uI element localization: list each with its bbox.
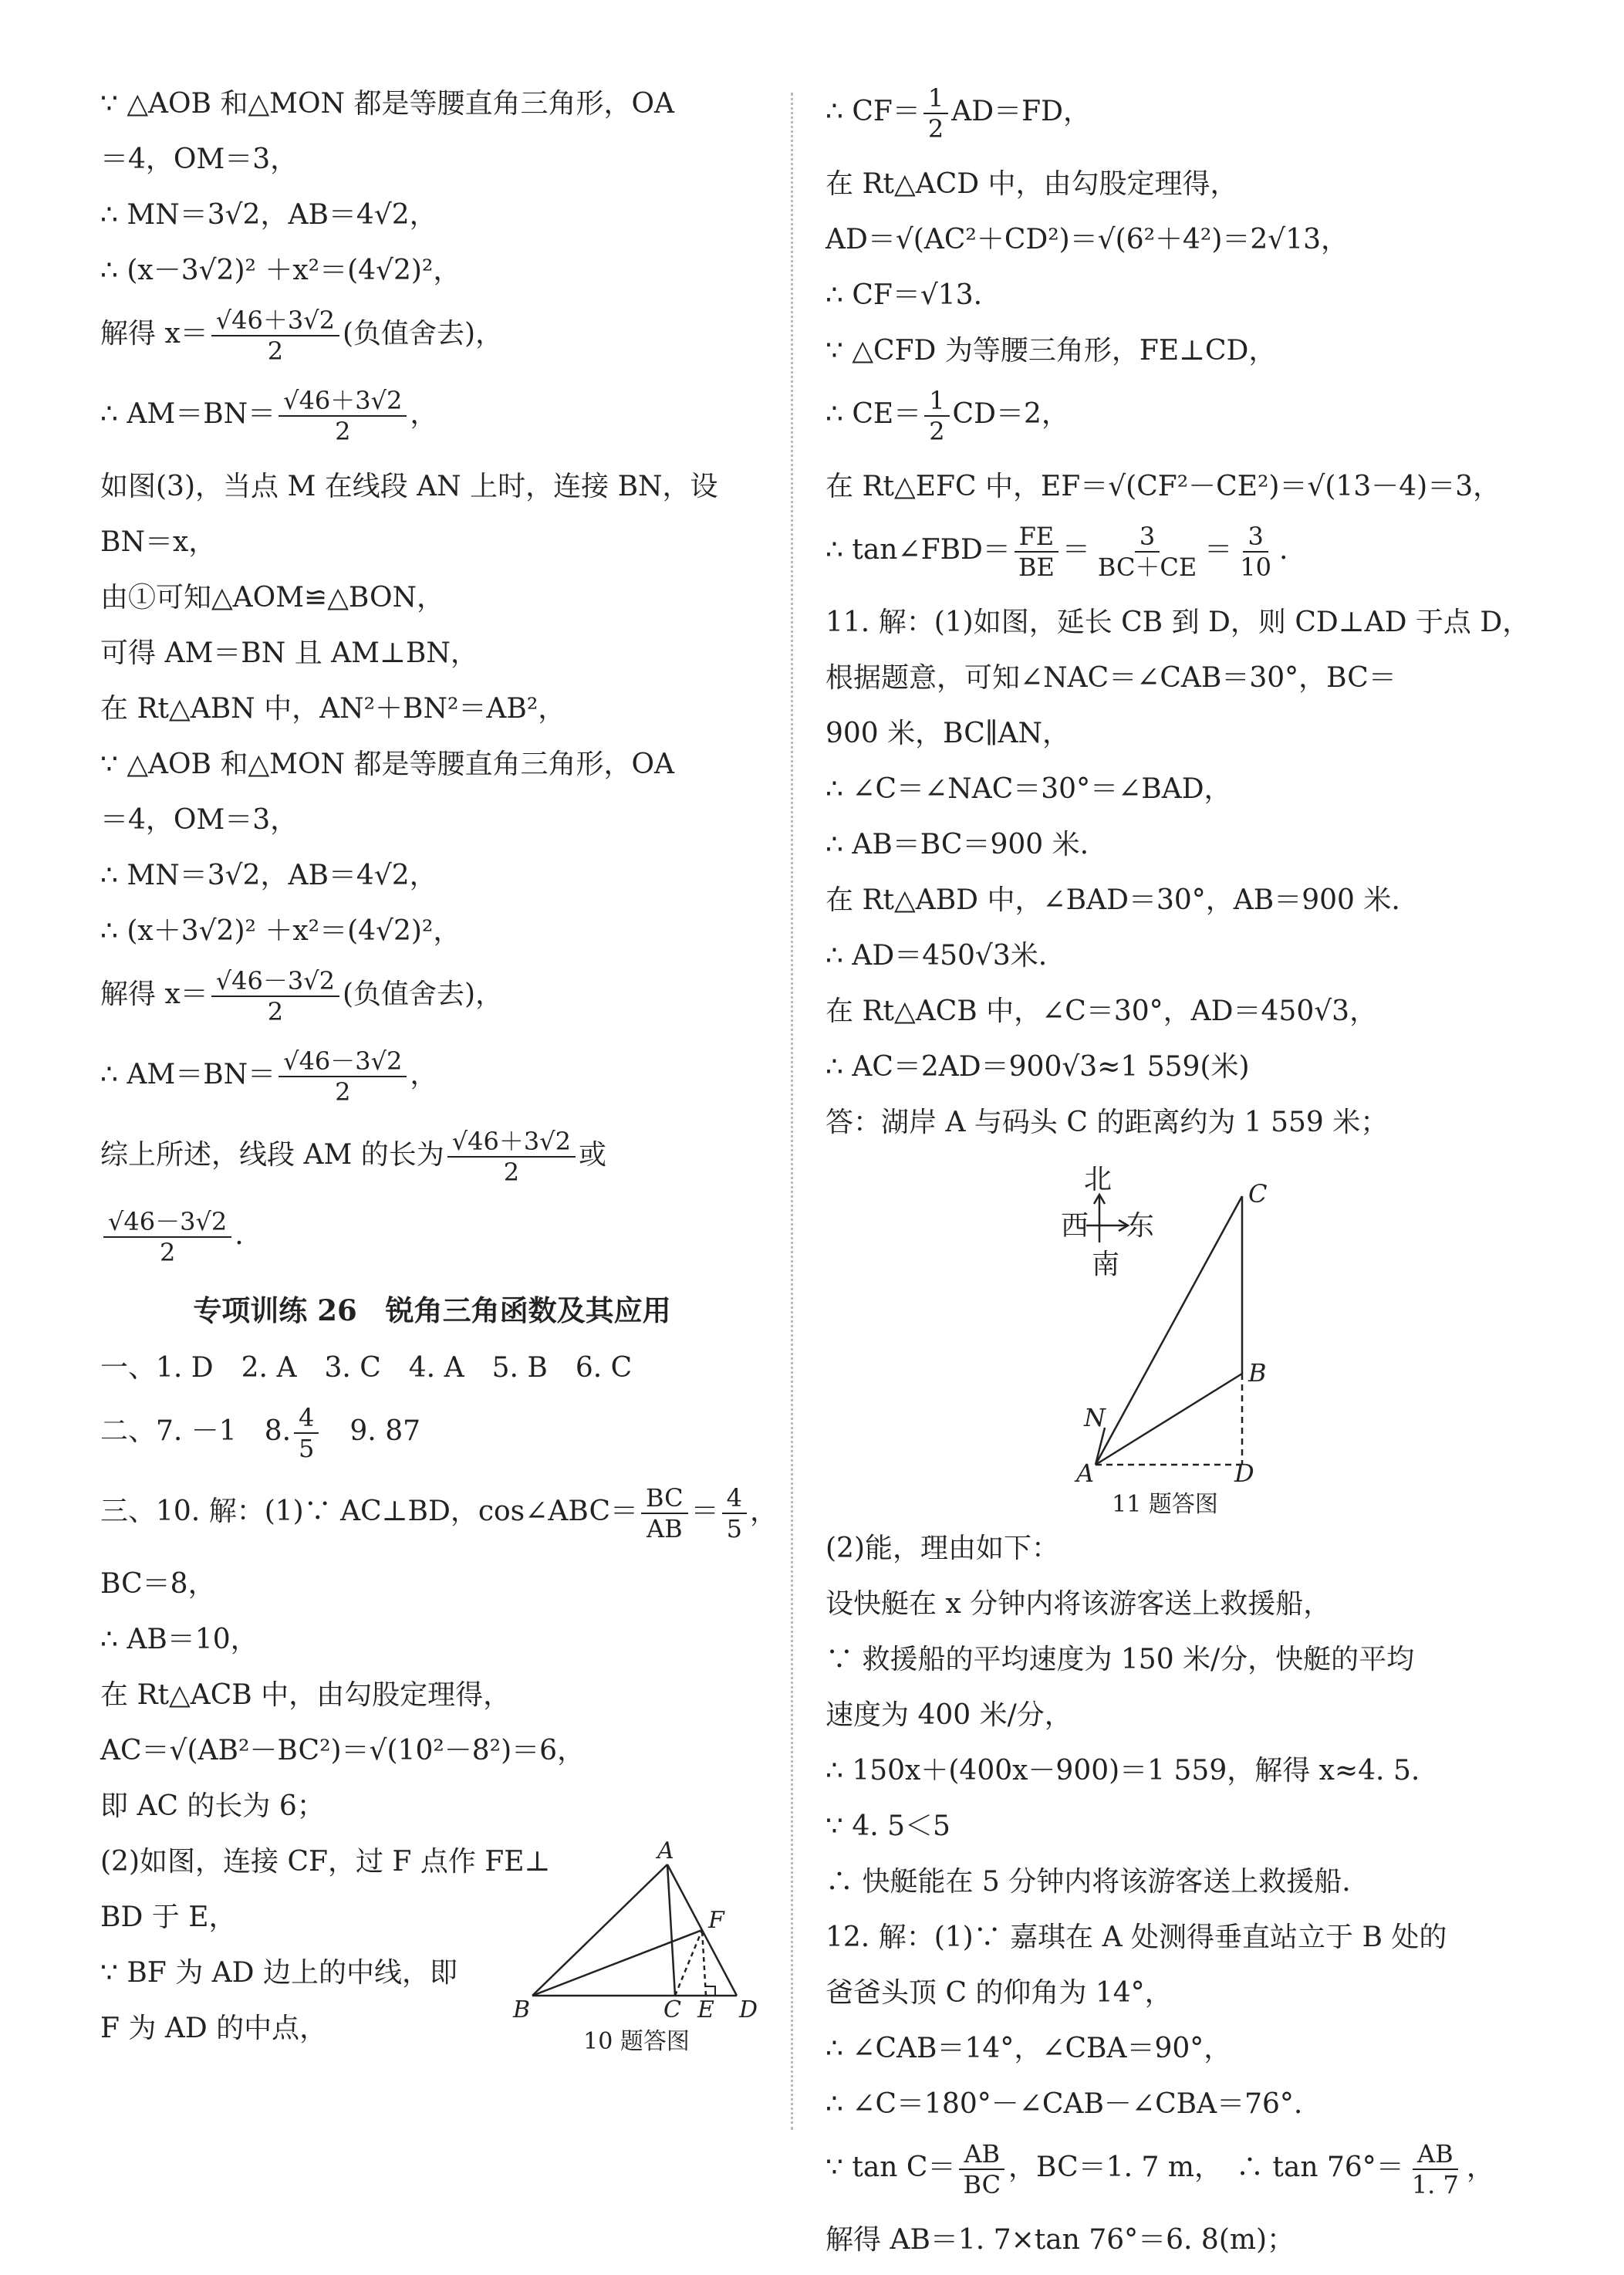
text-line [100, 306, 764, 366]
text-line: ∴ CF＝√13. [826, 279, 983, 311]
text-line: ∴ 150x＋(400x－900)＝1 559，解得 x≈4. 5. [826, 1755, 1420, 1787]
section-title: 专项训练 26 锐角三角函数及其应用 [193, 1293, 671, 1327]
numerator: √46＋3√2 [279, 386, 407, 417]
compass-north: 北 [1084, 1164, 1112, 1195]
text-line: ∴ 快艇能在 5 分钟内将该游客送上救援船. [826, 1866, 1351, 1898]
label-B: B [513, 1996, 531, 2019]
text-line: ∵ △CFD 为等腰三角形，FE⊥CD， [826, 335, 1277, 367]
figure-11 [826, 1158, 1520, 1520]
denominator: 2 [159, 1238, 176, 1267]
text-line: 解得 AB＝1. 7×tan 76°＝6. 8(m)； [826, 2224, 1295, 2256]
text-line [100, 1483, 778, 1543]
numerator: 3 [1243, 522, 1268, 553]
text-line [100, 1046, 764, 1107]
text: ∵ tan C＝ [826, 2152, 956, 2183]
fraction [279, 386, 407, 446]
text: 或 [578, 1139, 606, 1171]
fraction [279, 1046, 407, 1107]
text-line: ∴ ∠C＝∠NAC＝30°＝∠BAD， [826, 773, 1232, 805]
text-line: AD＝√(AC²＋CD²)＝√(6²＋4²)＝2√13， [826, 224, 1349, 255]
text-line: 答：湖岸 A 与码头 C 的距离约为 1 559 米； [826, 1107, 1389, 1138]
fraction [1235, 522, 1276, 582]
denominator: 2 [503, 1158, 520, 1187]
text-line: ∴ MN＝3√2，AB＝4√2， [100, 860, 437, 891]
text-line: 在 Rt△ACB 中，∠C＝30°，AD＝450√3， [826, 996, 1378, 1027]
text: ＝ [1204, 534, 1233, 566]
denominator: 2 [335, 417, 351, 446]
numerator: 4 [722, 1483, 747, 1514]
label-A: A [657, 1841, 674, 1864]
text: CD＝2， [952, 398, 1069, 430]
figure-caption: 10 题答图 [583, 2028, 690, 2055]
denominator: 2 [927, 114, 944, 144]
fraction [211, 306, 339, 366]
numerator: 4 [294, 1403, 319, 1434]
fraction [1014, 522, 1059, 582]
text-line: ∴ (x－3√2)² ＋x²＝(4√2)²， [100, 255, 461, 286]
numerator: √46－3√2 [103, 1207, 231, 1238]
denominator: 1. 7 [1411, 2170, 1459, 2199]
text-line: 在 Rt△ABD 中，∠BAD＝30°，AB＝900 米. [826, 884, 1400, 916]
text: ， [410, 398, 438, 430]
text-line: BD 于 E， [100, 1901, 237, 1933]
numerator: AB [1413, 2139, 1458, 2170]
text: 解得 x＝ [100, 979, 208, 1010]
text-line: 在 Rt△ABN 中，AN²＋BN²＝AB²， [100, 693, 566, 725]
answer-line [100, 1403, 764, 1463]
text-line [826, 2139, 1520, 2199]
text-line: ∵ △AOB 和△MON 都是等腰直角三角形，OA [100, 88, 674, 120]
text-line: 可得 AM＝BN 且 AM⊥BN， [100, 637, 478, 669]
text: . [1279, 534, 1288, 566]
question-10-block [100, 1841, 764, 2055]
denominator: 5 [299, 1434, 315, 1463]
text-line: ∴ MN＝3√2，AB＝4√2， [100, 199, 437, 231]
denominator: AB [646, 1514, 683, 1543]
numerator: √46－3√2 [211, 966, 339, 997]
text-line [100, 1207, 764, 1267]
compass-south: 南 [1092, 1249, 1120, 1280]
answer-line: 一、1. D 2. A 3. C 4. A 5. B 6. C [100, 1352, 633, 1384]
text-line: ∴ AD＝450√3米. [826, 940, 1048, 972]
text-line: 11. 解：(1)如图，延长 CB 到 D，则 CD⊥AD 于点 D， [826, 607, 1531, 638]
text-line: ∴ ∠C＝180°－∠CAB－∠CBA＝76°. [826, 2088, 1303, 2120]
text: 二、7. －1 8. [100, 1415, 292, 1447]
fraction [1407, 2139, 1464, 2199]
text-line: 在 Rt△ACD 中，由勾股定理得， [826, 168, 1238, 200]
denominator: BE [1018, 553, 1055, 582]
numerator: √46－3√2 [279, 1046, 407, 1077]
text: AD＝FD， [951, 96, 1091, 127]
denominator: 2 [267, 997, 284, 1026]
text-line: F 为 AD 的中点， [100, 2013, 328, 2044]
text-line: ∵ △AOB 和△MON 都是等腰直角三角形，OA [100, 749, 674, 780]
text-line: 爸爸头顶 C 的仰角为 14°， [826, 1977, 1173, 2009]
text-line: ∴ AC＝2AD＝900√3≈1 559(米) [826, 1051, 1250, 1083]
text: ∴ AM＝BN＝ [100, 1059, 276, 1090]
text-line [826, 522, 1520, 582]
figure-10 [509, 1841, 764, 2055]
text-line: 900 米，BC∥AN， [826, 718, 1070, 749]
map-diagram [826, 1158, 1520, 1482]
denominator: 2 [335, 1077, 351, 1107]
text-line [100, 966, 764, 1026]
fraction [924, 386, 949, 446]
text: (负值舍去)， [342, 979, 504, 1010]
text: ∴ tan∠FBD＝ [826, 534, 1011, 566]
fraction [294, 1403, 319, 1463]
question-10-text [100, 1841, 551, 2064]
fraction [923, 83, 948, 144]
denominator: 10 [1240, 553, 1272, 582]
numerator: √46＋3√2 [211, 306, 339, 336]
numerator: BC [641, 1483, 688, 1514]
numerator: 3 [1135, 522, 1160, 553]
text-line: ∴ (x＋3√2)² ＋x²＝(4√2)²， [100, 915, 461, 947]
text-line [100, 1127, 764, 1187]
text-line: (2)能，理由如下： [826, 1533, 1059, 1564]
fraction [447, 1127, 576, 1187]
label-B: B [1248, 1358, 1267, 1388]
numerator: 1 [924, 386, 949, 417]
text: ＝ [690, 1496, 719, 1527]
figure-caption: 11 题答图 [1112, 1491, 1218, 1518]
text-line: 根据题意，可知∠NAC＝∠CAB＝30°，BC＝ [826, 662, 1396, 694]
text-line: ∴ ∠CAB＝14°，∠CBA＝90°， [826, 2033, 1232, 2064]
text-line: 由①可知△AOM≌△BON， [100, 582, 445, 614]
triangle-diagram [509, 1841, 764, 2019]
left-column [100, 83, 778, 2055]
text: 解得 x＝ [100, 318, 208, 350]
fraction [958, 2139, 1005, 2199]
label-F: F [708, 1907, 724, 1934]
fraction [211, 966, 339, 1026]
label-C: C [663, 1996, 681, 2019]
text-line: ＝4，OM＝3， [100, 804, 299, 836]
fraction [641, 1483, 688, 1543]
text: ， [749, 1496, 778, 1527]
text-line: 设快艇在 x 分钟内将该游客送上救援船， [826, 1588, 1332, 1620]
right-column [826, 83, 1531, 2275]
text-line [826, 386, 1520, 446]
label-D: D [1234, 1459, 1254, 1482]
numerator: √46＋3√2 [447, 1127, 576, 1158]
label-E: E [697, 1996, 714, 2019]
text-line: ∵ BF 为 AD 边上的中线，即 [100, 1957, 457, 1989]
text-line: ∵ 4. 5＜5 [826, 1810, 950, 1842]
label-A: A [1076, 1459, 1095, 1482]
text-line: 12. 解：(1)∵ 嘉琪在 A 处测得垂直站立于 B 处的 [826, 1922, 1447, 1953]
text: ＝ [1062, 534, 1090, 566]
label-D: D [739, 1996, 758, 2019]
text: ， [1466, 2152, 1494, 2183]
text-line: ＝4，OM＝3， [100, 144, 299, 175]
text: 9. 87 [322, 1415, 421, 1447]
fraction [722, 1483, 747, 1543]
text-line: (2)如图，连接 CF，过 F 点作 FE⊥ [100, 1846, 551, 1878]
label-C: C [1248, 1179, 1268, 1208]
text: ∴ CE＝ [826, 398, 922, 430]
text-line [100, 386, 764, 446]
compass-cross-icon [1086, 1195, 1128, 1242]
text-line: BN＝x， [100, 526, 217, 558]
denominator: 2 [929, 417, 945, 446]
text-line: 在 Rt△EFC 中，EF＝√(CF²－CE²)＝√(13－4)＝3， [826, 471, 1501, 502]
numerator: 1 [923, 83, 948, 114]
text-line: AC＝√(AB²－BC²)＝√(10²－8²)＝6， [100, 1735, 586, 1766]
text-line: 如图(3)，当点 M 在线段 AN 上时，连接 BN，设 [100, 471, 718, 502]
numerator: AB [959, 2139, 1004, 2170]
text-line: 即 AC 的长为 6； [100, 1790, 325, 1822]
text-line: ∴ AB＝10， [100, 1624, 258, 1655]
label-N: N [1084, 1403, 1106, 1432]
text: (负值舍去)， [342, 318, 504, 350]
text-line: ∵ 救援船的平均速度为 150 米/分，快艇的平均 [826, 1644, 1415, 1675]
text-line: BC＝8， [100, 1568, 216, 1600]
text: . [235, 1219, 244, 1251]
denominator: 5 [726, 1514, 742, 1543]
fraction [103, 1207, 231, 1267]
text: 综上所述，线段 AM 的长为 [100, 1139, 444, 1171]
text-line [826, 83, 1520, 144]
denominator: BC [963, 2170, 1001, 2199]
text-line: 在 Rt△ACB 中，由勾股定理得， [100, 1679, 512, 1711]
text: ，BC＝1. 7 m， ∴ tan 76°＝ [1008, 2152, 1404, 2183]
text: ∴ CF＝ [826, 96, 920, 127]
column-divider [791, 93, 793, 2130]
compass-west: 西 [1061, 1210, 1089, 1242]
text: 三、10. 解：(1)∵ AC⊥BD，cos∠ABC＝ [100, 1496, 638, 1527]
fraction [1093, 522, 1201, 582]
denominator: BC＋CE [1097, 553, 1197, 582]
text: ∴ AM＝BN＝ [100, 398, 276, 430]
text-line: ∴ AB＝BC＝900 米. [826, 829, 1089, 860]
compass-east: 东 [1126, 1210, 1155, 1242]
text-line: 速度为 400 米/分， [826, 1699, 1072, 1731]
numerator: FE [1015, 522, 1059, 553]
denominator: 2 [267, 336, 284, 366]
text: ， [410, 1059, 438, 1090]
